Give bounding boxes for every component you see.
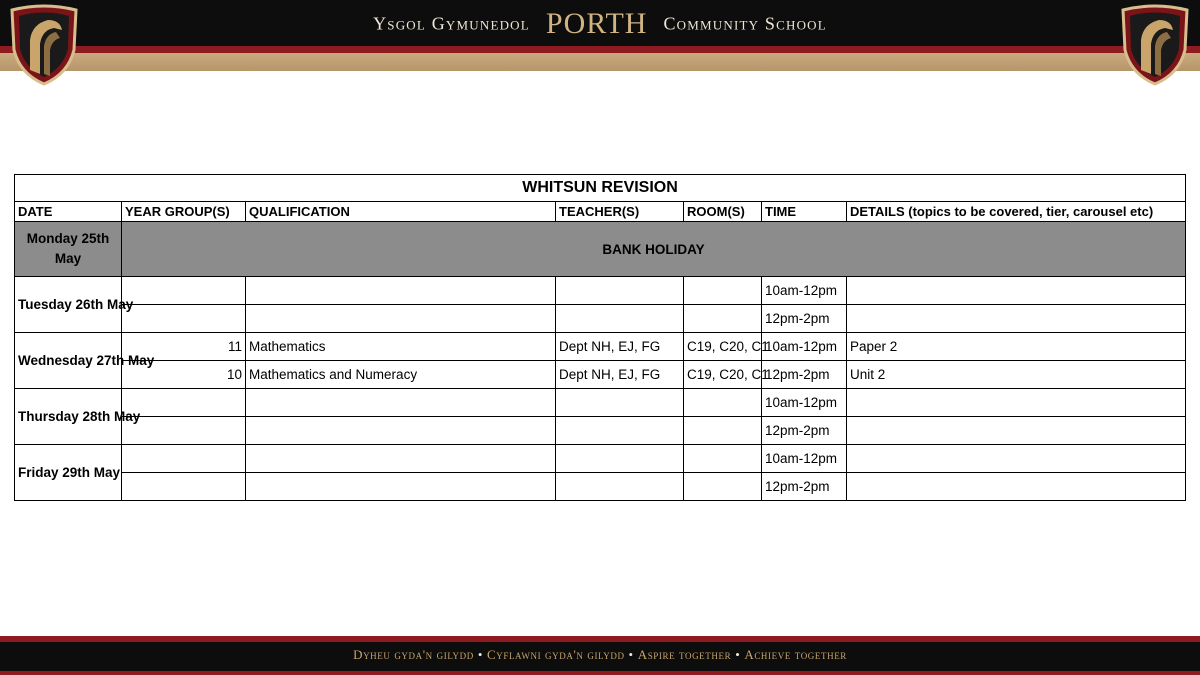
time-cell: 12pm-2pm — [762, 305, 847, 333]
date-cell: Thursday 28th May — [15, 389, 122, 445]
date-cell: Tuesday 26th May — [15, 277, 122, 333]
details-cell — [847, 277, 1186, 305]
details-cell — [847, 417, 1186, 445]
bank-holiday-row — [15, 222, 1186, 277]
school-name-welsh: Ysgol Gymunedol — [373, 13, 530, 34]
year-group-cell — [122, 277, 246, 305]
motto-separator: • — [735, 647, 741, 662]
table-row — [15, 417, 1186, 445]
teacher-cell — [556, 389, 684, 417]
details-cell: Unit 2 — [847, 361, 1186, 389]
column-header-rooms: ROOM(S) — [684, 202, 762, 222]
year-group-cell — [122, 473, 246, 501]
room-cell — [684, 277, 762, 305]
teacher-cell — [556, 417, 684, 445]
table-row — [15, 277, 1186, 305]
motto-phrase: Cyflawni gyda'n gilydd — [486, 647, 625, 662]
time-cell: 10am-12pm — [762, 445, 847, 473]
bank-holiday-label: BANK HOLIDAY — [122, 222, 1186, 277]
column-header-teachers: TEACHER(S) — [556, 202, 684, 222]
year-group-cell — [122, 445, 246, 473]
school-motto — [0, 647, 1200, 663]
school-crest-icon — [1117, 4, 1193, 86]
time-cell: 10am-12pm — [762, 277, 847, 305]
teacher-cell: Dept NH, EJ, FG — [556, 361, 684, 389]
qualification-cell: Mathematics — [246, 333, 556, 361]
column-header-time: TIME — [762, 202, 847, 222]
time-cell: 10am-12pm — [762, 389, 847, 417]
room-cell — [684, 445, 762, 473]
year-group-cell: 10 — [122, 361, 246, 389]
revision-timetable — [14, 174, 1186, 501]
year-group-cell — [122, 389, 246, 417]
time-cell: 12pm-2pm — [762, 417, 847, 445]
table-row — [15, 305, 1186, 333]
teacher-cell: Dept NH, EJ, FG — [556, 333, 684, 361]
time-cell: 12pm-2pm — [762, 473, 847, 501]
table-row — [15, 389, 1186, 417]
time-cell: 10am-12pm — [762, 333, 847, 361]
time-cell: 12pm-2pm — [762, 361, 847, 389]
qualification-cell — [246, 417, 556, 445]
qualification-cell: Mathematics and Numeracy — [246, 361, 556, 389]
header-gold-band — [0, 53, 1200, 71]
date-cell: Friday 29th May — [15, 445, 122, 501]
timetable-title: WHITSUN REVISION — [15, 175, 1186, 202]
table-row — [15, 445, 1186, 473]
qualification-cell — [246, 277, 556, 305]
table-row — [15, 473, 1186, 501]
teacher-cell — [556, 277, 684, 305]
year-group-cell — [122, 305, 246, 333]
room-cell — [684, 305, 762, 333]
column-header-year-groups: YEAR GROUP(S) — [122, 202, 246, 222]
year-group-cell: 11 — [122, 333, 246, 361]
room-cell — [684, 389, 762, 417]
footer-red-stripe — [0, 671, 1200, 675]
details-cell — [847, 473, 1186, 501]
qualification-cell — [246, 389, 556, 417]
teacher-cell — [556, 445, 684, 473]
column-header-details: DETAILS (topics to be covered, tier, carousel etc) — [847, 202, 1186, 222]
room-cell: C19, C20, C1 — [684, 333, 762, 361]
motto-separator: • — [628, 647, 634, 662]
qualification-cell — [246, 305, 556, 333]
column-header-date: DATE — [15, 202, 122, 222]
qualification-cell — [246, 473, 556, 501]
table-row — [15, 333, 1186, 361]
table-row — [15, 361, 1186, 389]
header-row — [15, 202, 1186, 222]
motto-phrase: Achieve together — [744, 647, 847, 662]
date-cell: Monday 25th May — [15, 222, 122, 277]
school-name — [0, 7, 1200, 41]
motto-separator: • — [477, 647, 483, 662]
room-cell: C19, C20, C1 — [684, 361, 762, 389]
header-red-stripe — [0, 46, 1200, 53]
details-cell — [847, 445, 1186, 473]
motto-phrase: Dyheu gyda'n gilydd — [353, 647, 474, 662]
qualification-cell — [246, 445, 556, 473]
teacher-cell — [556, 305, 684, 333]
header-banner — [0, 0, 1200, 72]
date-cell: Wednesday 27th May — [15, 333, 122, 389]
details-cell — [847, 305, 1186, 333]
details-cell — [847, 389, 1186, 417]
footer-banner — [0, 636, 1200, 675]
motto-phrase: Aspire together — [637, 647, 732, 662]
school-name-english: Community School — [663, 13, 827, 34]
teacher-cell — [556, 473, 684, 501]
column-header-qualification: QUALIFICATION — [246, 202, 556, 222]
details-cell: Paper 2 — [847, 333, 1186, 361]
room-cell — [684, 417, 762, 445]
room-cell — [684, 473, 762, 501]
year-group-cell — [122, 417, 246, 445]
school-name-main: PORTH — [545, 7, 648, 40]
school-crest-icon — [6, 4, 82, 86]
